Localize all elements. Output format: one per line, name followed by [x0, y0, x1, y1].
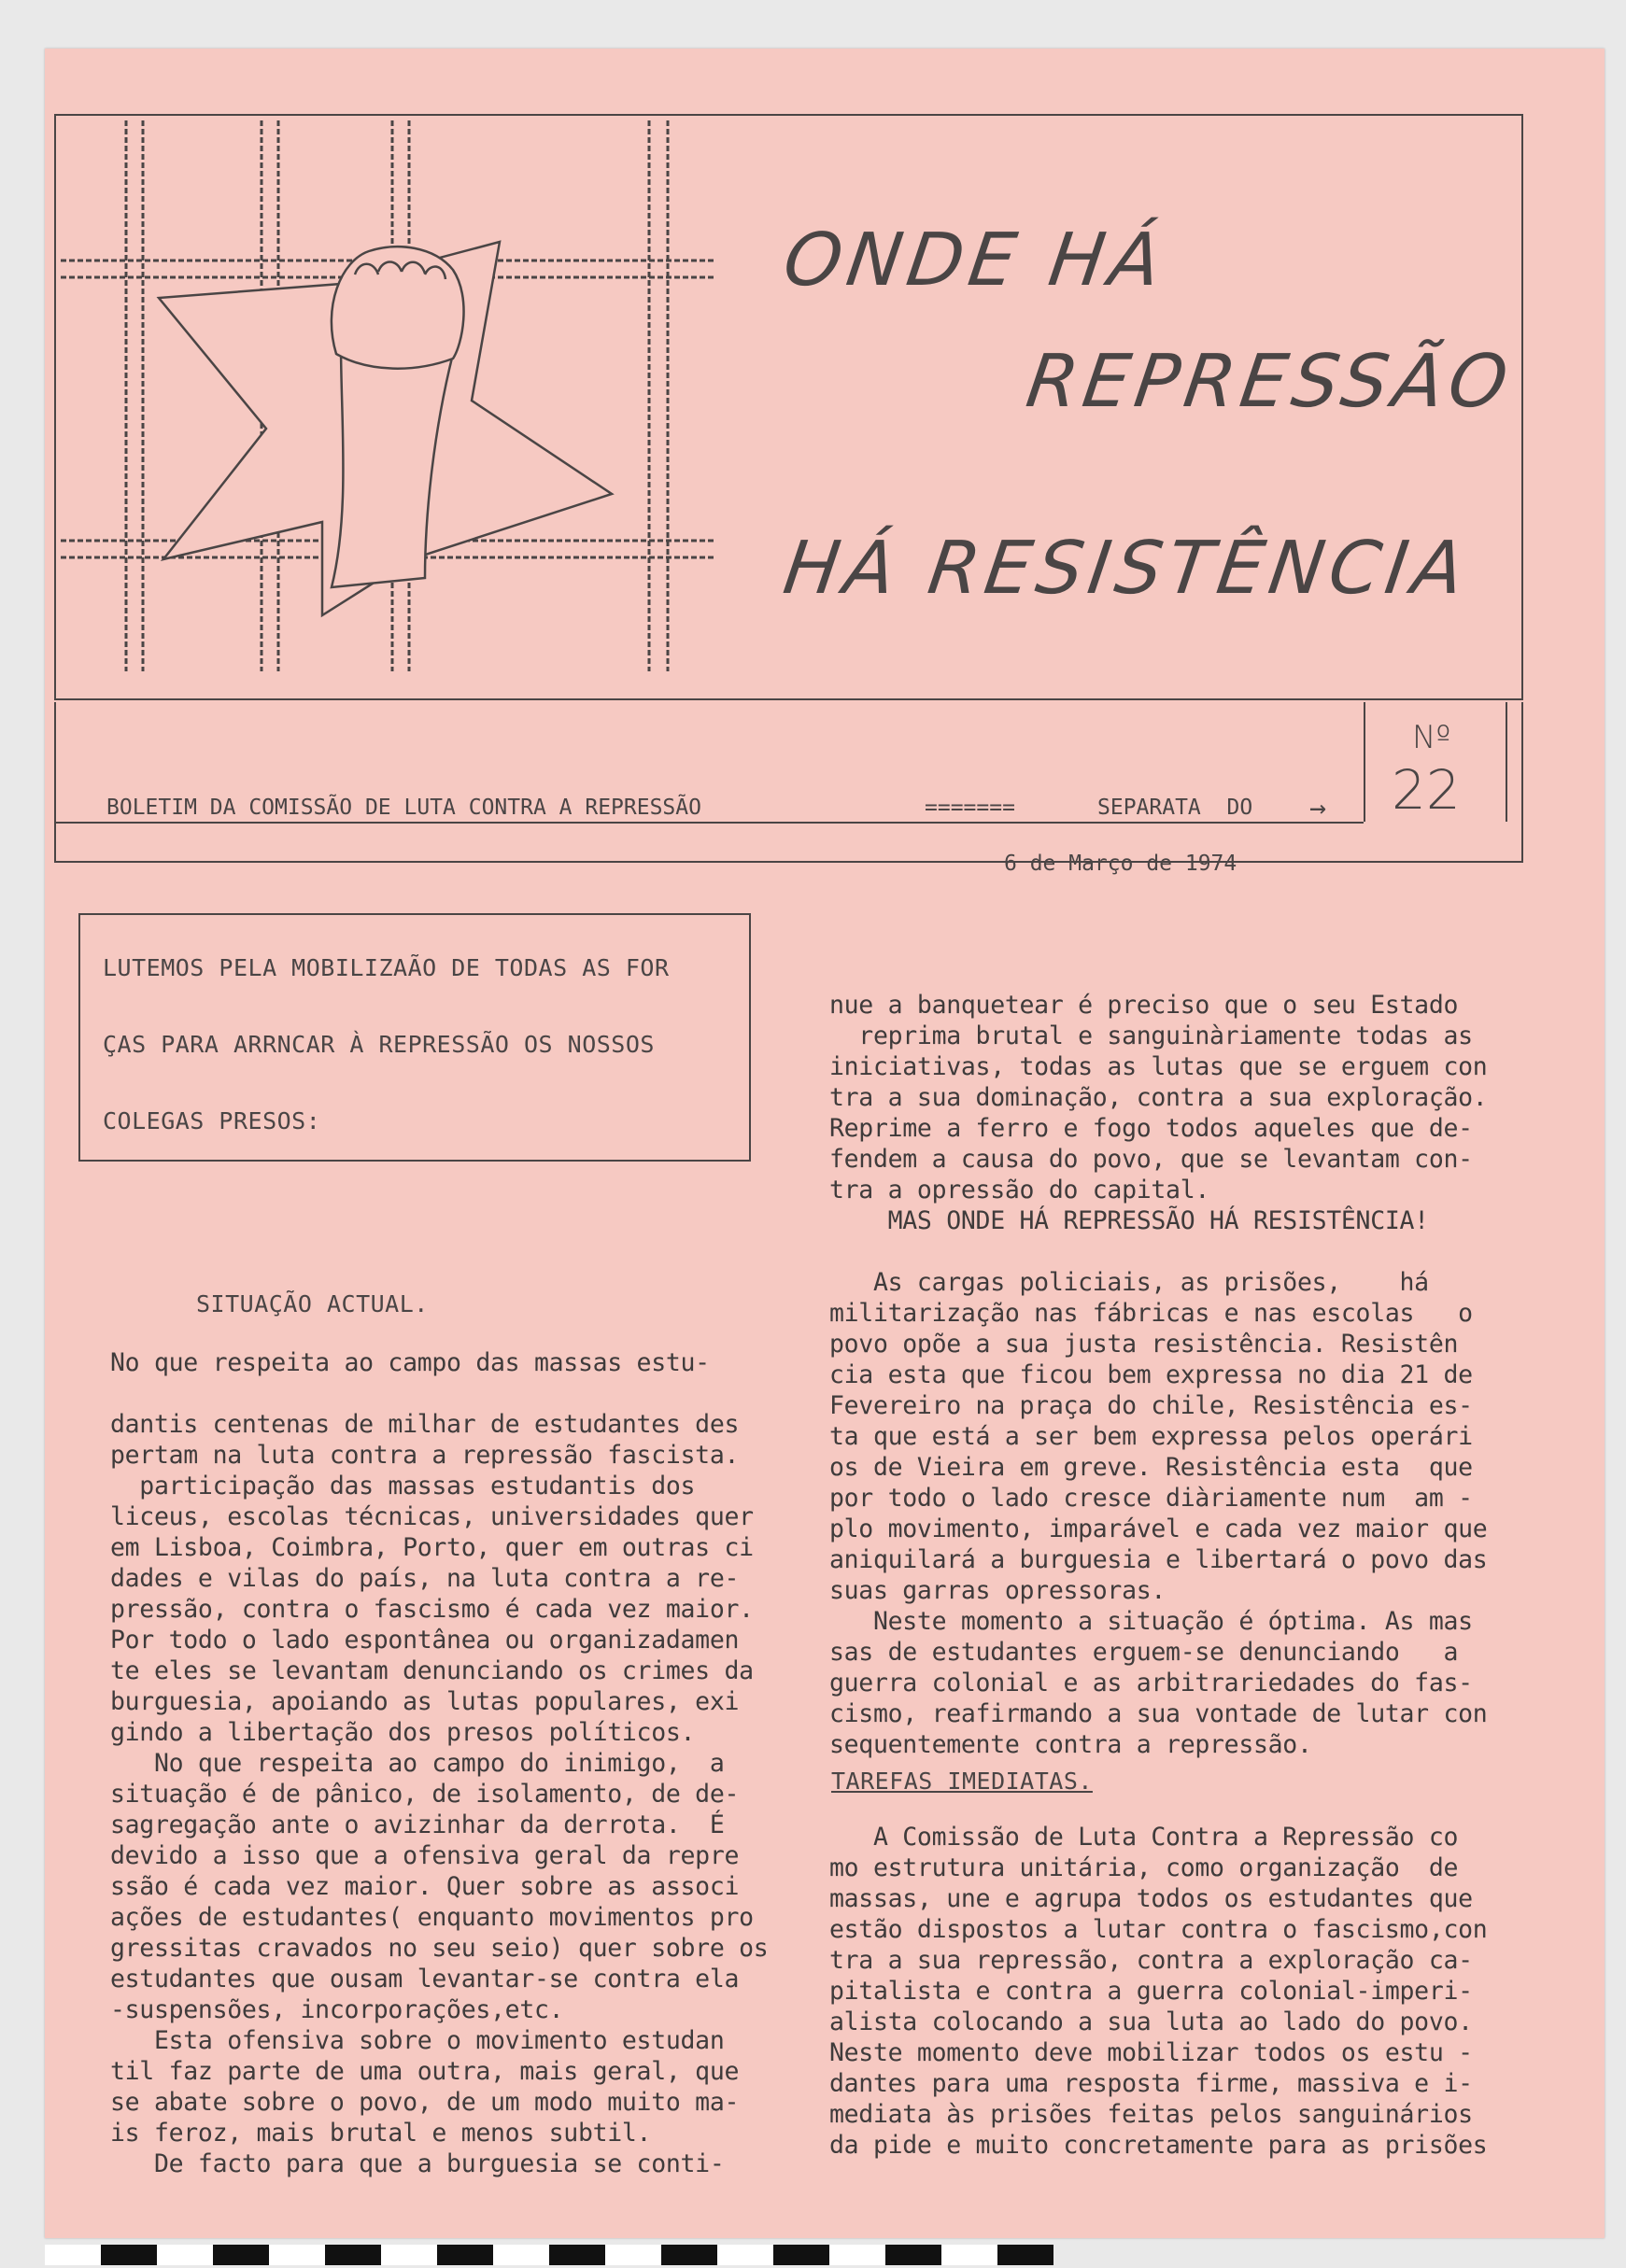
- band-divider: [56, 822, 1364, 824]
- text-line: dantis centenas de milhar de estudantes des: [110, 1410, 740, 1439]
- text-line: se abate sobre o povo, de um modo muito ma-: [110, 2088, 740, 2117]
- text-line: No que respeita ao campo do inimigo, a: [110, 1749, 725, 1778]
- number-label: Nº: [1412, 719, 1451, 756]
- callout-box: [78, 913, 751, 1162]
- bulletin-title: BOLETIM DA COMISSÃO DE LUTA CONTRA A REPRESSÃO: [106, 796, 701, 820]
- text-line: alista colocando a sua luta ao lado do povo.: [829, 2007, 1473, 2036]
- section-heading-situacao: SITUAÇÃO ACTUAL.: [196, 1290, 429, 1317]
- title-line-1: ONDE HÁ: [778, 218, 1172, 303]
- title-line-3: HÁ RESISTÊNCIA: [778, 527, 1475, 611]
- text-line: A Comissão de Luta Contra a Repressão co: [829, 1823, 1459, 1852]
- text-line: mediata às prisões feitas pelos sanguinários: [829, 2100, 1473, 2129]
- text-line: fendem a causa do povo, que se levantam con-: [829, 1145, 1473, 1174]
- text-line: gindo a libertação dos presos políticos.: [110, 1718, 696, 1747]
- text-line: tra a sua dominação, contra a sua exploração.: [829, 1083, 1488, 1112]
- text-line: da pide e muito concretamente para as prisões: [829, 2131, 1488, 2160]
- text-line: gressitas cravados no seu seio) quer sobre os: [110, 1934, 769, 1963]
- masthead: [54, 114, 1523, 700]
- title-line-2: REPRESSÃO: [1021, 340, 1519, 424]
- callout-line-2: ÇAS PARA ARRNCAR À REPRESSÃO OS NOSSOS: [103, 1031, 655, 1058]
- text-line: estão dispostos a lutar contra o fascismo,con: [829, 1915, 1488, 1944]
- left-column: [110, 1347, 801, 2179]
- text-line: pressão, contra o fascismo é cada vez maior.: [110, 1595, 754, 1624]
- text-line: massas, une e agrupa todos os estudantes que: [829, 1884, 1473, 1913]
- text-line: dantes para uma resposta firme, massiva e i-: [829, 2069, 1473, 2098]
- text-line: por todo o lado cresce diàriamente num am -: [829, 1484, 1473, 1513]
- text-line: mo estrutura unitária, como organização de: [829, 1853, 1459, 1882]
- arrow-icon: →: [1309, 792, 1327, 824]
- text-line: sagregação ante o avizinhar da derrota. É: [110, 1810, 725, 1839]
- text-line: reprima brutal e sanguinàriamente todas as: [829, 1021, 1473, 1050]
- text-line: militarização nas fábricas e nas escolas o: [829, 1299, 1473, 1328]
- text-line: As cargas policiais, as prisões, há: [829, 1268, 1429, 1297]
- text-line: liceus, escolas técnicas, universidades quer: [110, 1502, 754, 1531]
- text-line: Neste momento a situação é óptima. As mas: [829, 1607, 1473, 1636]
- callout-line-3: COLEGAS PRESOS:: [103, 1107, 321, 1134]
- text-line: ssão é cada vez maior. Quer sobre as associ: [110, 1872, 740, 1901]
- issue-date: 6 de Março de 1974: [1004, 852, 1237, 876]
- text-line: sas de estudantes erguem-se denunciando a: [829, 1638, 1459, 1667]
- text-line: burguesia, apoiando as lutas populares, exi: [110, 1687, 740, 1716]
- text-line: cia esta que ficou bem expressa no dia 21 de: [829, 1360, 1473, 1389]
- right-column-bottom: [829, 1822, 1539, 2161]
- right-column-top: [829, 990, 1539, 1760]
- text-line: [110, 1378, 801, 1409]
- text-line: [829, 1236, 1539, 1267]
- text-line: MAS ONDE HÁ REPRESSÃO HÁ RESISTÊNCIA!: [829, 1206, 1429, 1235]
- band-dashes: =======: [925, 796, 1015, 820]
- text-line: ações de estudantes( enquanto movimentos pro: [110, 1903, 754, 1932]
- text-line: devido a isso que a ofensiva geral da repre: [110, 1841, 740, 1870]
- text-line: is feroz, mais brutal e menos subtil.: [110, 2119, 652, 2148]
- issue-number: 22: [1392, 758, 1461, 822]
- text-line: tra a sua repressão, contra a exploração ca-: [829, 1946, 1473, 1975]
- text-line: nue a banquetear é preciso que o seu Estado: [829, 991, 1459, 1020]
- text-line: -suspensões, incorporações,etc.: [110, 1995, 564, 2024]
- bulletin-band: [54, 702, 1523, 876]
- text-line: estudantes que ousam levantar-se contra ela: [110, 1965, 740, 1993]
- text-line: Esta ofensiva sobre o movimento estudan: [110, 2026, 725, 2055]
- text-line: De facto para que a burguesia se conti-: [110, 2149, 725, 2178]
- separata-label: SEPARATA DO: [1097, 796, 1253, 820]
- text-line: aniquilará a burguesia e libertará o povo das: [829, 1545, 1488, 1574]
- text-line: No que respeita ao campo das massas estu-: [110, 1348, 710, 1377]
- text-line: suas garras opressoras.: [829, 1576, 1166, 1605]
- text-line: til faz parte de uma outra, mais geral, que: [110, 2057, 740, 2086]
- text-line: pertam na luta contra a repressão fascista.: [110, 1441, 740, 1470]
- fist-star-bars-icon: [61, 120, 724, 681]
- text-line: Por todo o lado espontânea ou organizadamen: [110, 1626, 740, 1655]
- text-line: te eles se levantam denunciando os crimes da: [110, 1656, 754, 1685]
- text-line: dades e vilas do país, na luta contra a re-: [110, 1564, 740, 1593]
- text-line: participação das massas estudantis dos: [110, 1472, 696, 1500]
- text-line: guerra colonial e as arbitrariedades do fas-: [829, 1669, 1473, 1697]
- text-line: Neste momento deve mobilizar todos os estu -: [829, 2038, 1473, 2067]
- text-line: iniciativas, todas as lutas que se erguem con: [829, 1052, 1488, 1081]
- text-line: em Lisboa, Coimbra, Porto, quer em outras ci: [110, 1533, 754, 1562]
- text-line: situação é de pânico, de isolamento, de de-: [110, 1780, 740, 1809]
- callout-line-1: LUTEMOS PELA MOBILIZAÃO DE TODAS AS FOR: [103, 954, 670, 981]
- scale-bar: [45, 2245, 1063, 2265]
- text-line: ta que está a ser bem expressa pelos operári: [829, 1422, 1473, 1451]
- text-line: os de Vieira em greve. Resistência esta que: [829, 1453, 1473, 1482]
- text-line: pitalista e contra a guerra colonial-imperi-: [829, 1977, 1473, 2006]
- issue-number-box: [1375, 702, 1507, 822]
- text-line: plo movimento, imparável e cada vez maior que: [829, 1514, 1488, 1543]
- section-heading-tarefas: TAREFAS IMEDIATAS.: [831, 1768, 1093, 1795]
- text-line: Fevereiro na praça do chile, Resistência es-: [829, 1391, 1473, 1420]
- text-line: tra a opressão do capital.: [829, 1176, 1210, 1204]
- text-line: Reprime a ferro e fogo todos aqueles que de-: [829, 1114, 1473, 1143]
- text-line: cismo, reafirmando a sua vontade de lutar con: [829, 1699, 1488, 1728]
- text-line: sequentemente contra a repressão.: [829, 1730, 1312, 1759]
- text-line: povo opõe a sua justa resistência. Resistên: [829, 1330, 1459, 1359]
